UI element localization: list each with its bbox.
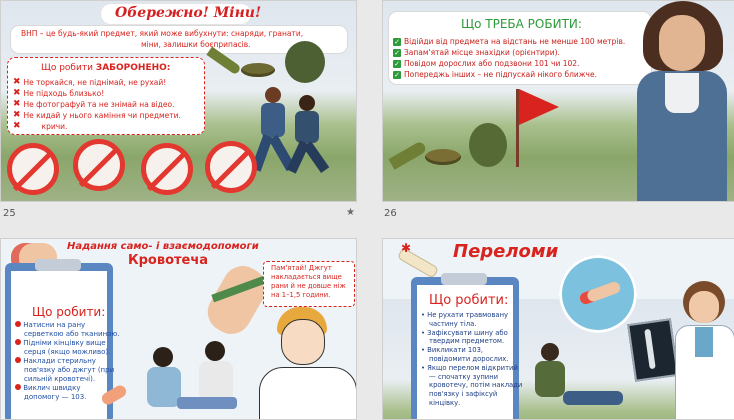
title-line-2: Кровотеча <box>128 253 209 268</box>
bullet-icon <box>15 339 21 345</box>
check-icon: ✓ <box>394 59 400 68</box>
check-icon: ✓ <box>394 37 400 46</box>
list-item-text: сильній кровотечі). <box>24 375 96 383</box>
doctor-illustration <box>673 279 734 419</box>
list-item <box>13 99 181 110</box>
list-item-text: повідомити дорослих. <box>429 354 509 363</box>
list-item <box>393 58 625 69</box>
slide-thumbnail-28[interactable] <box>382 238 734 420</box>
bullet-icon <box>15 384 21 390</box>
running-children-illustration <box>249 87 339 177</box>
steps-list <box>15 321 120 402</box>
list-item <box>393 36 625 47</box>
list-item <box>15 357 120 384</box>
list-item-text: пов'язку або джгут (при <box>24 366 115 374</box>
list-item-text: серветкою або тканиною. <box>24 330 120 338</box>
note-line: Пам'ятай! Джгут <box>271 264 332 272</box>
forbidden-heading-prefix: Що робити <box>41 63 96 73</box>
list-item-text: Виклич швидку <box>23 384 81 392</box>
list-item-text: частину тіла. <box>429 319 477 328</box>
first-aid-scene-illustration <box>147 341 247 419</box>
list-item: • Якщо перелом відкритий — спочатку зупини кровотечу, потім наклади пов'язку і зафіксуй кінцівку. <box>421 363 523 407</box>
forbidden-heading <box>41 63 170 73</box>
slide-title: Обережно! Міни! <box>115 5 262 21</box>
list-item-text: Не торкайся, не піднімай, не рухай! <box>23 78 167 87</box>
cross-icon: ✖ <box>13 88 21 98</box>
slide-number: 25 <box>3 208 16 219</box>
list-item <box>393 47 625 58</box>
list-item <box>13 77 181 88</box>
slide-thumbnail-27[interactable] <box>0 238 357 420</box>
list-item <box>13 88 181 99</box>
list-item <box>393 69 625 80</box>
list-item: • Зафіксувати шину або твердим предметом. <box>421 328 508 346</box>
remember-note-text <box>271 264 346 300</box>
slide-thumbnail-26[interactable] <box>382 0 734 202</box>
list-item-text: Підніми кінцівку вище <box>23 339 106 347</box>
no-photo-sign-icon <box>73 139 125 191</box>
note-line: на 1–1,5 години. <box>271 291 331 299</box>
list-item-text: Відійди від предмета на відстань не менше 100 метрів. <box>404 37 626 46</box>
cross-icon: ✖ <box>13 77 21 87</box>
slide-thumbnail-25[interactable] <box>0 0 357 202</box>
list-item-text: Не фотографуй та не знімай на відео. <box>23 100 175 109</box>
list-item-text: Не кидай у нього каміння чи предмети. <box>23 111 181 120</box>
boy-with-bandage-illustration <box>259 307 355 419</box>
list-item-text: Наклади стерильну <box>23 357 96 365</box>
slide-title: Що ТРЕБА РОБИТИ: <box>461 17 582 31</box>
definition-line-1: ВНП – це будь-який предмет, який може вибухнути: снаряди, гранати, <box>21 29 304 38</box>
cross-icon: ✖ <box>13 99 21 109</box>
injured-person-scene-illustration <box>533 343 629 419</box>
list-item-text: Не підходь близько! <box>23 89 105 98</box>
cross-icon: ✖ <box>13 110 21 120</box>
list-item <box>13 110 181 121</box>
note-line: накладається вище <box>271 273 342 281</box>
cross-icon: ✖ <box>13 121 21 131</box>
list-item-text: твердим предметом. <box>429 337 505 346</box>
grenade-illustration <box>285 41 325 83</box>
forbidden-list <box>13 77 181 132</box>
spark-icon: ✱ <box>401 241 412 255</box>
list-item-text: кричи. <box>41 122 68 131</box>
check-icon: ✓ <box>394 48 400 57</box>
list-item-text: кінцівку. <box>429 398 461 407</box>
list-item-text: Натисни на рану <box>23 321 86 329</box>
action-list <box>393 36 625 80</box>
list-item-text: Зафіксувати шину або <box>427 328 508 337</box>
no-shouting-sign-icon <box>205 141 257 193</box>
list-item-text: пов'язку і зафіксуй <box>429 390 498 399</box>
list-item-text: кровотечу, потім наклади <box>429 381 523 390</box>
steps-list <box>421 311 522 408</box>
list-item <box>15 321 120 339</box>
note-line: рани й не довше ніж <box>271 282 346 290</box>
title-line-1: Надання само- і взаємодопомоги <box>67 241 259 252</box>
list-item-text: Повідом дорослих або подзвони 101 чи 102. <box>404 59 580 68</box>
what-to-do-heading: Що робити: <box>429 293 509 308</box>
what-to-do-heading: Що робити: <box>32 305 106 319</box>
star-icon[interactable]: ★ <box>346 207 355 218</box>
list-item-text: Викликати 103, <box>427 346 484 355</box>
girl-on-phone-illustration <box>629 1 734 201</box>
list-item <box>13 121 181 132</box>
clipboard-clip <box>35 259 81 271</box>
bullet-icon <box>15 321 21 327</box>
no-touching-sign-icon <box>7 143 59 195</box>
list-item-text: Не рухати травмовану <box>427 311 509 319</box>
list-item-text: — спочатку зупини <box>429 372 499 381</box>
list-item: • Не рухати травмовану частину тіла. <box>421 311 509 328</box>
list-item <box>15 339 120 357</box>
bullet-icon <box>15 357 21 363</box>
landmine-illustration <box>425 149 461 165</box>
forbidden-heading-highlight: ЗАБОРОНЕНО: <box>95 63 171 73</box>
red-warning-flag-icon <box>519 89 559 125</box>
definition-line-2: міни, залишки боєприпасів. <box>141 40 251 49</box>
list-item: • Викликати 103, повідомити дорослих. <box>421 346 509 363</box>
check-icon: ✓ <box>394 70 400 79</box>
grenade-illustration <box>469 123 507 167</box>
list-item-text: допомогу — 103. <box>24 393 87 401</box>
list-item-text: серця (якщо можливо). <box>24 348 111 356</box>
list-item-text: Якщо перелом відкритий <box>427 363 518 372</box>
slide-title: Переломи <box>453 241 559 262</box>
list-item-text: Попереджь інших – не підпускай нікого ближче. <box>404 70 597 79</box>
no-throwing-stones-sign-icon <box>141 143 193 195</box>
clipboard-clip <box>441 273 487 285</box>
slide-number: 26 <box>384 208 397 219</box>
landmine-illustration <box>241 63 275 77</box>
list-item-text: Запам'ятай місце знахідки (орієнтири). <box>404 48 560 57</box>
